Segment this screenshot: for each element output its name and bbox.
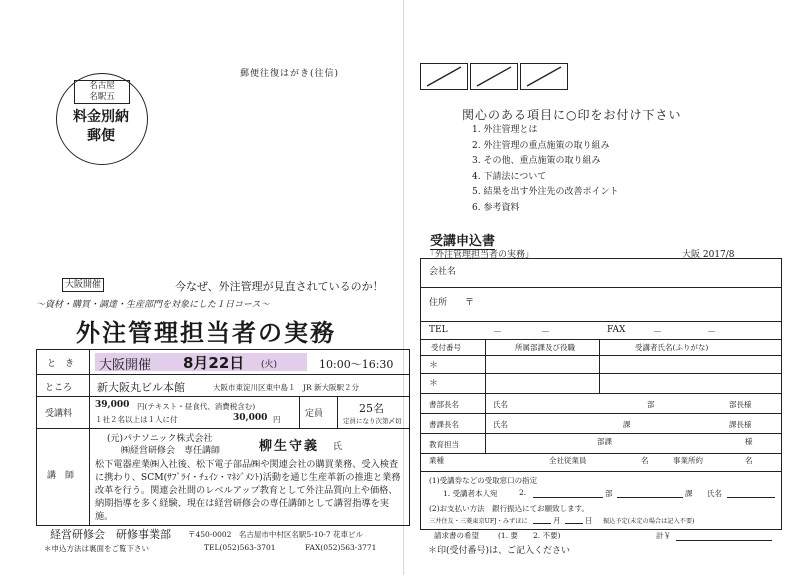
interests-list [472,123,618,216]
lecturer-name: 柳生守義 [259,439,320,454]
place-date: 大阪 2017/8 [682,250,735,260]
q2-day: 日 [585,516,593,525]
dept-head-label: 書部長名 [429,400,459,409]
course-title: 外注管理担当者の実務 [76,319,336,347]
employees-label: 全社従業員 [549,456,587,465]
address-label: 住所 [429,298,448,308]
q1-bu: 部 [605,489,613,498]
interest-item[interactable]: 6. 参考資料 [472,202,520,213]
interest-item[interactable]: 3. その他、重点施策の取り組み [472,156,601,166]
stamp-location [74,80,130,104]
postal-box-3[interactable] [520,63,568,90]
office-staff-mei: 名 [745,456,753,465]
fee-label: 受講料 [45,409,73,419]
dept-head-bu: 部 [647,400,655,409]
stamp-postage-text [63,108,139,146]
receipt-star-1: ＊ [429,361,439,371]
form-footnote: ＊印(受付番号)は、ご記入ください [428,546,571,556]
application-form [420,258,782,530]
section-head-sama: 課長様 [729,420,752,429]
tel-label: TEL [429,325,448,335]
reverse-note: ＊申込方法は裏面をご覧下さい [44,544,149,553]
section-head-ka: 課 [623,420,631,429]
lecturer-suffix: 氏 [333,442,343,452]
dept-head-name: 氏名 [493,400,508,409]
fee-group-price: 30,000 [233,413,268,423]
lecturer-label: 講 師 [47,471,75,481]
total-label: 計￥ [656,531,671,540]
tel-dash-2: － [541,328,551,338]
capacity-value: 25名 [359,402,384,415]
org-name: 経営研修会 研修事業部 [50,528,171,541]
q1-option-a[interactable]: 1. 受講者本人宛 [443,489,498,498]
invoice-label: 請求書の希望 [434,531,479,540]
q2-day-line[interactable] [565,523,583,524]
fee-amount: 39,000 [95,400,130,410]
employees-mei: 名 [641,456,649,465]
postal-box-2[interactable] [470,63,518,90]
where-address: 大阪市東淀川区東中島１ JR 新大阪駅２分 [213,383,360,392]
fee-group-label: １社２名以上は１人に付 [95,415,178,424]
company-label: 会社名 [429,267,457,277]
lecturer-org1: (元)パナソニック株式会社 [107,434,213,444]
capacity-note: 定員になり次第〆切 [343,417,402,425]
info-table [36,349,410,526]
section-head-label: 書課長名 [429,420,459,429]
q2-month: 月 [553,516,561,525]
stamp-postage-paid: 料金別納 [73,109,129,125]
q1-ka: 課 [685,489,693,498]
fax-label: FAX [607,325,626,335]
when-day: (火) [261,360,278,370]
interest-item[interactable]: 5. 結果を出す外注先の改善ポイント [472,187,619,197]
when-label: と き [47,359,75,369]
col-dept: 所属部課及び役職 [515,343,575,352]
where-venue: 新大阪丸ビル本館 [97,381,185,394]
receipt-star-2: ＊ [429,379,439,389]
total-field[interactable] [676,540,772,541]
col-name: 受講者氏名(ふりがな) [635,343,709,352]
capacity-label: 定員 [305,409,324,419]
company-field[interactable] [485,261,775,285]
section-head-name: 氏名 [493,420,508,429]
org-tel: TEL(052)563-3701 [204,543,276,552]
q2-label: (2)お支払い方法 銀行振込にてお願致します。 [429,504,590,513]
course-name: 「外注管理担当者の実務」 [426,250,535,260]
course-subtitle: ～資材・購買・調達・生産部門を対象にした１日コース～ [36,300,270,310]
q2-month-line[interactable] [533,523,551,524]
tel-dash-1: － [493,328,503,338]
interest-item[interactable]: 2. 外注管理の重点施策の取り組み [472,140,610,151]
when-date: 8月22日 [183,354,245,372]
edu-sama: 様 [745,437,753,446]
q1-section-line[interactable] [617,497,683,498]
q2-note: 振込予定(未定の場合は記入不要) [603,518,695,525]
lecturer-org2: ㈱経営研修会 専任講師 [121,446,221,456]
postal-box-1[interactable] [420,63,468,90]
form-heading: 受講申込書 [430,230,495,250]
interests-heading: 関心のある項目に○印をお付け下さい [462,108,682,122]
stamp-location-line2: 名駅五 [89,92,115,102]
lecturer-bio: 松下電器産業㈱入社後、松下電子部品㈱や関連会社の購買業務、受入検査に携わり、SCM(ｻﾌﾟﾗｲ・ﾁｪｲﾝ・ﾏﾈｼﾞﾒﾝﾄ)活動を通じ生産革新の推進と業務改革を行う。関連会社間のレベルアップ教育として外注品質向上や価格、納期指導を多く経験、現在は経営研修会の専任講師として講習指導を実施。 [95,459,401,522]
q1-name: 氏名 [707,489,722,498]
edu-bumon: 部課 [597,437,612,446]
when-badge: 大阪開催 [99,358,152,373]
q1-name-line[interactable] [727,497,775,498]
fax-dash-1: － [653,328,663,338]
office-staff-label: 事業所約 [673,456,703,465]
col-receipt: 受付番号 [431,343,461,352]
invoice-options[interactable]: (1. 要 2. 不要) [498,531,561,540]
edu-label: 教育担当 [429,440,459,449]
interest-item[interactable]: 4. 下請法について [472,171,547,182]
osaka-badge: 大阪開催 [62,278,104,292]
interest-item[interactable]: 1. 外注管理とは [472,125,538,135]
org-address: 〒450-0002 名古屋市中村区名駅5-10-7 花車ビル [188,530,363,539]
stamp-postal: 郵便 [87,128,115,144]
tagline: 今なぜ、外注管理が見直されているのか！ [175,280,384,293]
dept-head-sama: 部長様 [729,400,752,409]
org-fax: FAX(052)563-3771 [305,543,377,552]
industry-label: 業種 [429,456,444,465]
postal-mark: 〒 [465,298,475,308]
address-field[interactable] [485,291,775,317]
fax-dash-2: － [707,328,717,338]
q1-dept-line[interactable] [533,497,603,498]
q1-option-b[interactable]: 2. [519,488,527,497]
q1-label: (1)受講券などの受取窓口の指定 [429,476,538,485]
fee-amount-note: 円(テキスト・昼食代、消費税含む) [137,402,256,411]
q2-banks: 三井住友・三菱東京UFJ・みずほに [429,518,528,525]
stamp-location-line1: 名古屋 [89,81,115,91]
when-time: 10:00～16:30 [319,358,394,371]
where-label: ところ [45,383,73,393]
fee-group-unit: 円 [273,415,281,424]
postcard-title: 郵便往復はがき(往信) [240,69,340,79]
